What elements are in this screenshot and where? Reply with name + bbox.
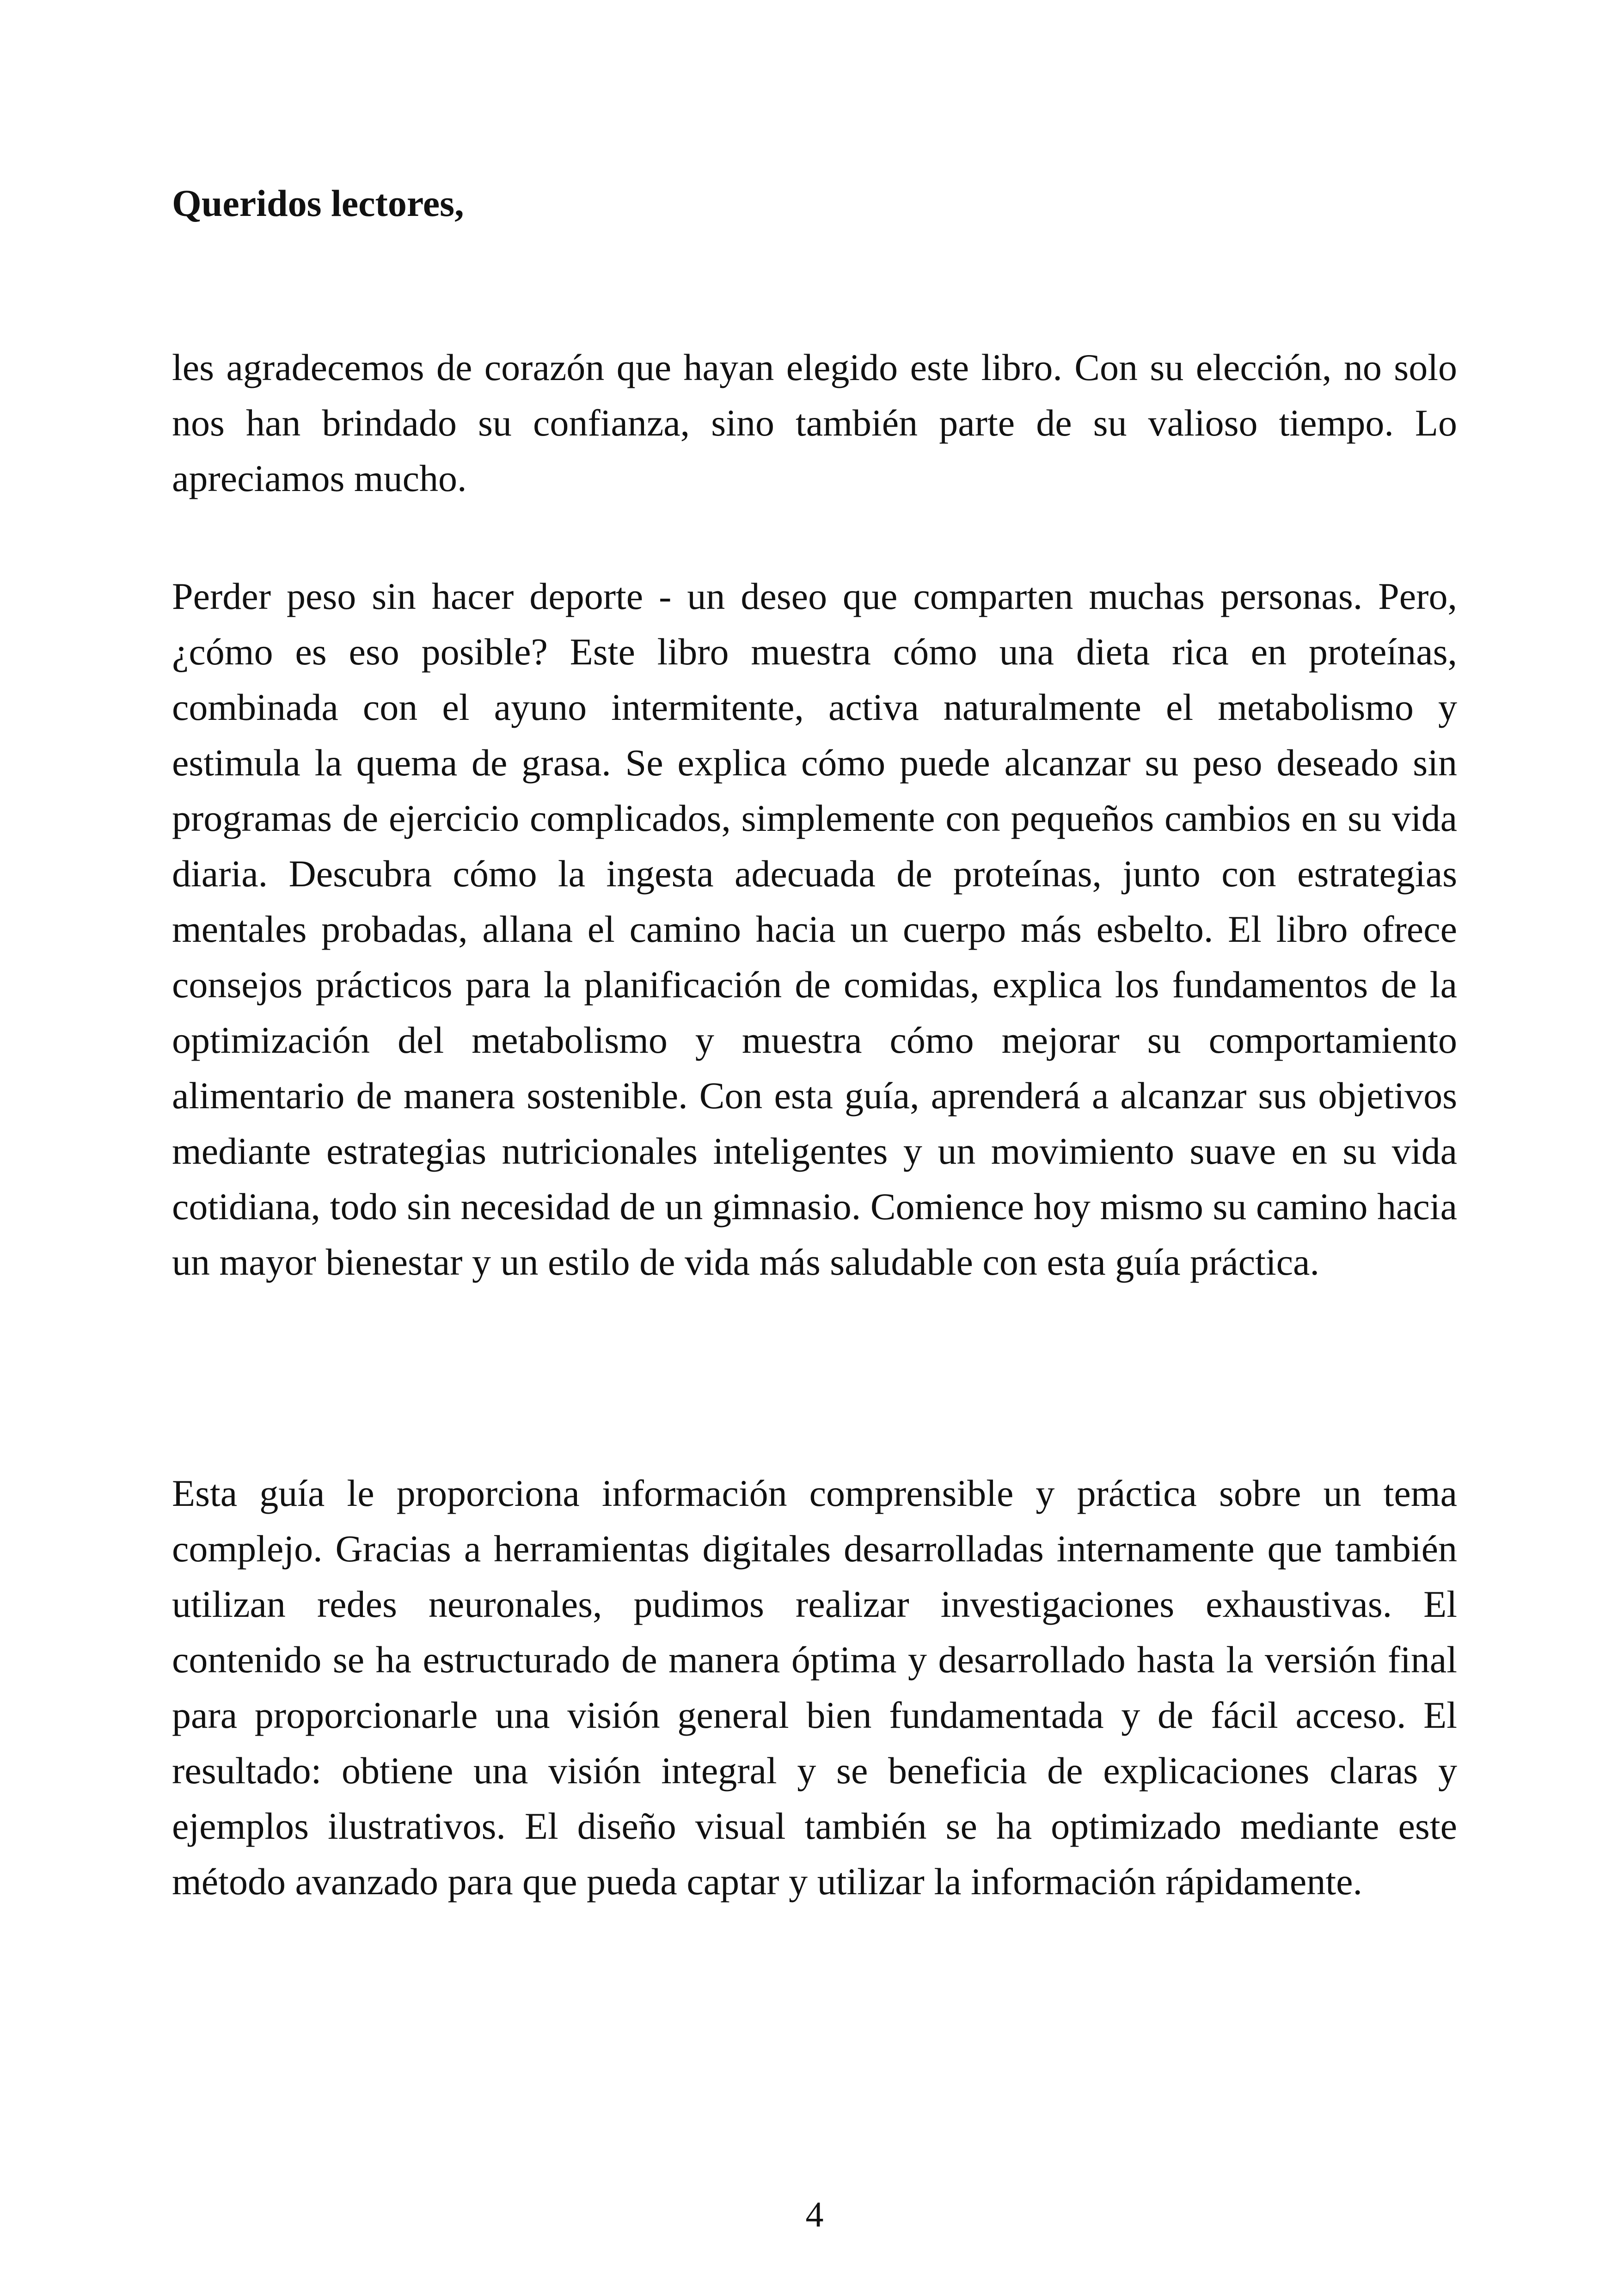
document-page [172, 0, 1457, 2296]
paragraph-gratitude: les agradecemos de corazón que hayan elegido este libro. Con su elección, no solo nos han brindado su confianza, sino también parte de su valioso tiempo. Lo apreciamos mucho. [172, 346, 1457, 499]
page-number: 4 [805, 2194, 824, 2235]
salutation-heading: Queridos lectores, [172, 182, 464, 224]
paragraph-book-summary: Perder peso sin hacer deporte - un deseo que comparten muchas personas. Pero, ¿cómo es eso posible? Este libro muestra cómo una dieta rica en proteínas, combinada con el ayuno intermitente, activa naturalmente el metabolismo y estimula la quema de grasa. Se explica cómo puede alcanzar su peso deseado sin programas de ejercicio complicados, simplemente con pequeños cambios en su vida diaria. Descubra cómo la ingesta adecuada de proteínas, junto con estrategias mentales probadas, allana el camino hacia un cuerpo más esbelto. El libro ofrece consejos prácticos para la planificación de comidas, explica los fundamentos de la optimización del metabolismo y muestra cómo mejorar su comportamiento alimentario de manera sostenible. Con esta guía, aprenderá a alcanzar sus objetivos mediante estrategias nutricionales inteligentes y un movimiento suave en su vida cotidiana, todo sin necesidad de un gimnasio. Comience hoy mismo su camino hacia un mayor bienestar y un estilo de vida más saludable con esta guía práctica. [172, 575, 1457, 1283]
paragraph-guide-method: Esta guía le proporciona información comprensible y práctica sobre un tema complejo. Gracias a herramientas digitales desarrolladas internamente que también utilizan redes neuronales, pudimos realizar investigaciones exhaustivas. El contenido se ha estructurado de manera óptima y desarrollado hasta la versión final para proporcionarle una visión general bien fundamentada y de fácil acceso. El resultado: obtiene una visión integral y se beneficia de explicaciones claras y ejemplos ilustrativos. El diseño visual también se ha optimizado mediante este método avanzado para que pueda captar y utilizar la información rápidamente. [172, 1472, 1457, 1903]
